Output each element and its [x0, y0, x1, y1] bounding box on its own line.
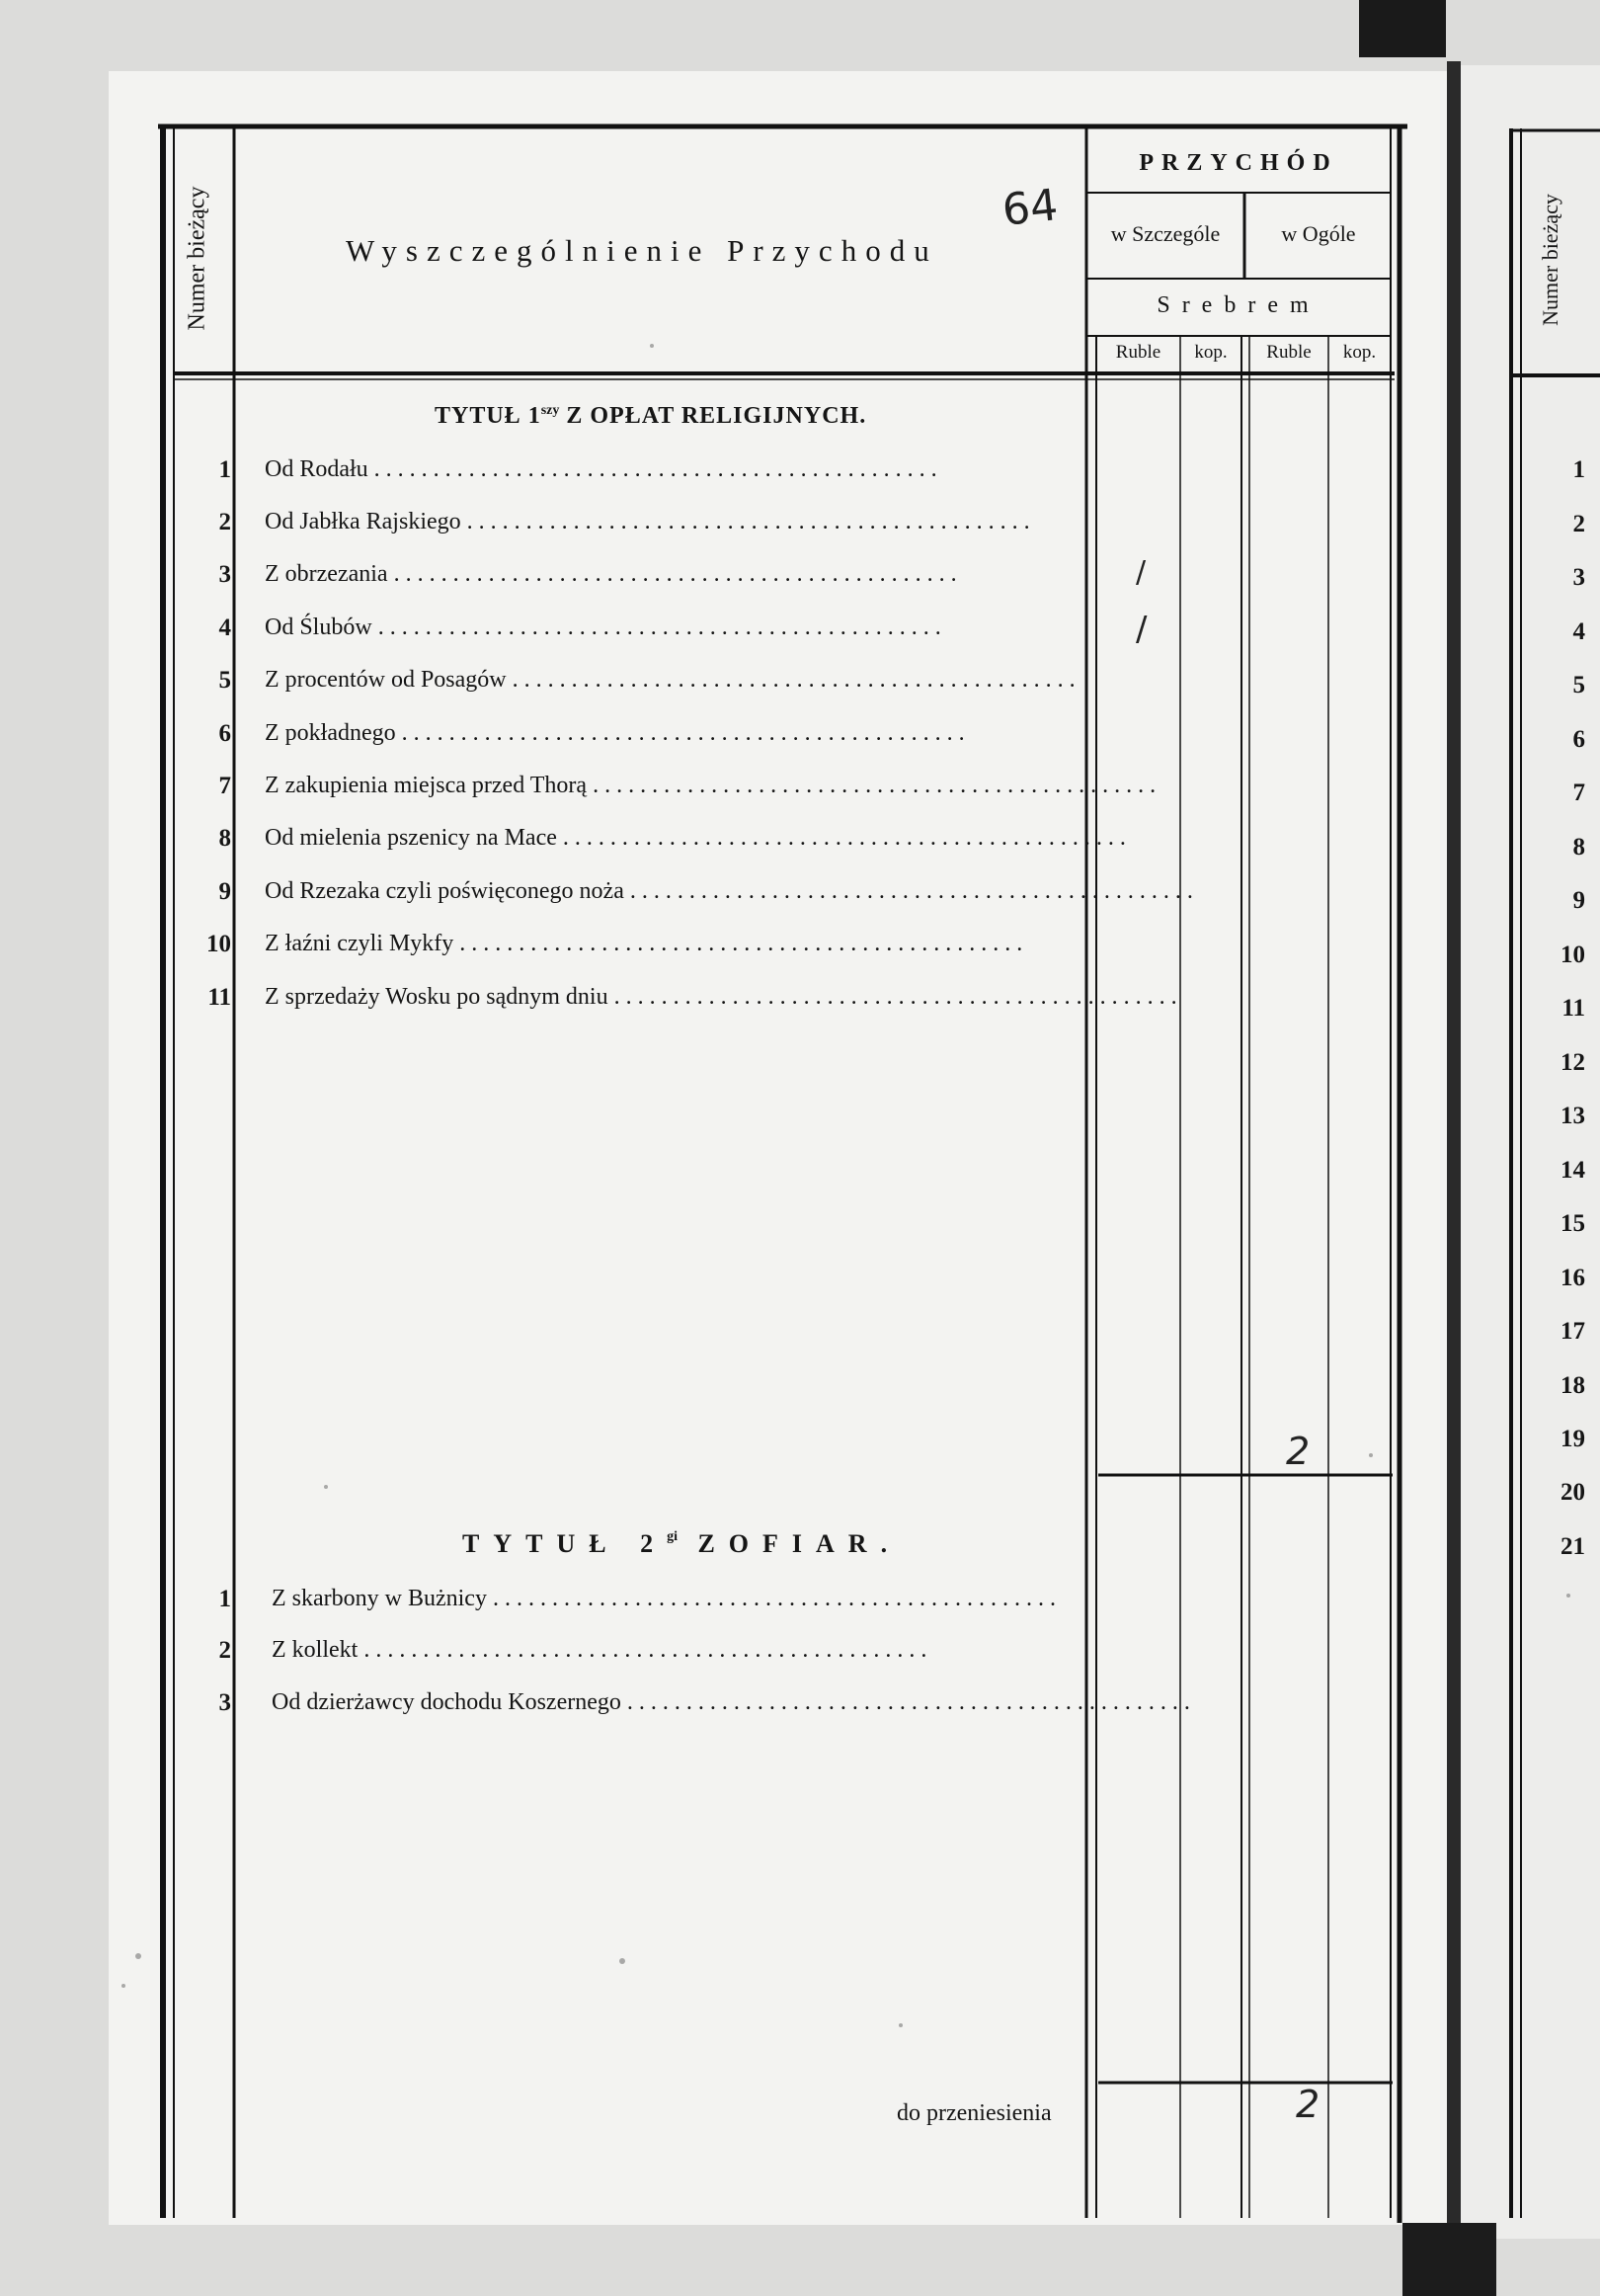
- ledger-entry: Od dzierżawcy dochodu Koszernego . . . . . . . . . . . . . . . . . . . . . . . . . . . . . . . . . . . . . . . . . . . . . . . .: [272, 1689, 1190, 1715]
- row-number: 17: [1560, 1318, 1585, 1345]
- row-number: 12: [1560, 1049, 1585, 1076]
- row-number: 16: [1560, 1265, 1585, 1291]
- row-number: 20: [1560, 1479, 1585, 1506]
- row-number: 3: [218, 561, 231, 588]
- ledger-entry: Od mielenia pszenicy na Mace . . . . . . . . . . . . . . . . . . . . . . . . . . . . . . . . . . . . . . . . . . . . . . . .: [265, 825, 1126, 851]
- row-number: 8: [218, 825, 231, 852]
- section-heading-title1: TYTUŁ $1^{szy}$ Z OPŁAT RELIGIJNYCH.: [435, 403, 867, 429]
- ledger-entry: Z pokładnego . . . . . . . . . . . . . . . . . . . . . . . . . . . . . . . . . . . . . . . . . . . . . . . .: [265, 720, 965, 746]
- row-number: 2: [218, 1637, 231, 1664]
- title1-subtotal-rubles: 2: [1286, 1430, 1311, 1473]
- row-number: 21: [1560, 1533, 1585, 1560]
- row-number: 5: [218, 667, 231, 694]
- row-number: 14: [1560, 1157, 1585, 1184]
- row-number: 10: [206, 931, 231, 957]
- total-label: w Ogóle: [1281, 221, 1356, 246]
- next-page-sheet: [1460, 65, 1600, 2239]
- silver-label: Srebrem: [1157, 292, 1320, 318]
- row-number: 8: [1572, 834, 1585, 861]
- row-number: 10: [1560, 942, 1585, 968]
- rubles-label-total: Ruble: [1266, 342, 1312, 363]
- row-number: 2: [218, 509, 231, 535]
- ledger-entry: Z zakupienia miejsca przed Thorą . . . . . . . . . . . . . . . . . . . . . . . . . . . . . . . . . . . . . . . . . . . . . . . .: [265, 773, 1157, 798]
- ledger-entry: Od Rzezaka czyli poświęconego noża . . . . . . . . . . . . . . . . . . . . . . . . . . . . . . . . . . . . . . . . . . . . . . . .: [265, 878, 1193, 904]
- row-number: 13: [1560, 1103, 1585, 1129]
- kopecks-label-detail: kop.: [1194, 342, 1228, 363]
- income-label: PRZYCHÓD: [1139, 150, 1338, 176]
- row-number: 19: [1560, 1426, 1585, 1452]
- row-number: 2: [1572, 511, 1585, 537]
- row-number: 5: [1572, 672, 1585, 698]
- ledger-entry: Z skarbony w Bużnicy . . . . . . . . . . . . . . . . . . . . . . . . . . . . . . . . . . . . . . . . . . . . . . . .: [272, 1586, 1056, 1611]
- row-number: 3: [218, 1689, 231, 1716]
- ledger-entry: Z kollekt . . . . . . . . . . . . . . . . . . . . . . . . . . . . . . . . . . . . . . . . . . . . . . . .: [272, 1637, 927, 1663]
- ledger-entry: Z sprzedaży Wosku po sądnym dniu . . . . . . . . . . . . . . . . . . . . . . . . . . . . . . . . . . . . . . . . . . . . . . . .: [265, 984, 1177, 1010]
- row-number: 3: [1572, 564, 1585, 591]
- row-number: 6: [218, 720, 231, 747]
- carry-forward-rubles: 2: [1296, 2083, 1320, 2126]
- row-number: 7: [218, 773, 231, 799]
- row-number: 4: [218, 615, 231, 641]
- row-number: 1: [1572, 456, 1585, 483]
- row-number: 1: [218, 456, 231, 483]
- ledger-entry: Od Jabłka Rajskiego . . . . . . . . . . . . . . . . . . . . . . . . . . . . . . . . . . . . . . . . . . . . . . . .: [265, 509, 1030, 534]
- carry-forward-label: do przeniesienia: [897, 2100, 1052, 2126]
- row-number: 4: [1572, 618, 1585, 645]
- row-number: 6: [1572, 726, 1585, 753]
- ledger-entry: Od Rodału . . . . . . . . . . . . . . . . . . . . . . . . . . . . . . . . . . . . . . . . . . . . . . . .: [265, 456, 937, 482]
- page-title: Wyszczególnienie Przychodu: [346, 233, 938, 268]
- handwritten-mark: /: [1136, 610, 1148, 649]
- row-number: 15: [1560, 1210, 1585, 1237]
- row-number: 11: [207, 984, 231, 1011]
- ledger-entry: Od Ślubów . . . . . . . . . . . . . . . . . . . . . . . . . . . . . . . . . . . . . . . . . . . . . . . .: [265, 615, 941, 640]
- next-page-column-label: Numer bieżący: [1538, 194, 1562, 326]
- rubles-label-detail: Ruble: [1115, 342, 1161, 363]
- row-number: 7: [1572, 779, 1585, 806]
- kopecks-label-total: kop.: [1342, 342, 1377, 363]
- ledger-entry: Z obrzezania . . . . . . . . . . . . . . . . . . . . . . . . . . . . . . . . . . . . . . . . . . . . . . . .: [265, 561, 957, 587]
- ledger-entry: Z łaźni czyli Mykfy . . . . . . . . . . . . . . . . . . . . . . . . . . . . . . . . . . . . . . . . . . . . . . . .: [265, 931, 1023, 956]
- column-label-number: Numer bieżący: [184, 186, 210, 331]
- detail-label: w Szczególe: [1110, 221, 1221, 246]
- row-number: 9: [1572, 887, 1585, 914]
- page-sheet: [109, 71, 1447, 2225]
- ledger-entry: Z procentów od Posagów . . . . . . . . . . . . . . . . . . . . . . . . . . . . . . . . . . . . . . . . . . . . . . . .: [265, 667, 1076, 693]
- row-number: 9: [218, 878, 231, 905]
- handwritten-mark: /: [1136, 555, 1147, 590]
- page-number: 64: [1000, 180, 1061, 236]
- section-heading-title2: TYTUŁ $2^{gi}$ ZOFIAR.: [462, 1529, 902, 1558]
- row-number: 11: [1561, 995, 1585, 1022]
- row-number: 1: [218, 1586, 231, 1612]
- row-number: 18: [1560, 1372, 1585, 1399]
